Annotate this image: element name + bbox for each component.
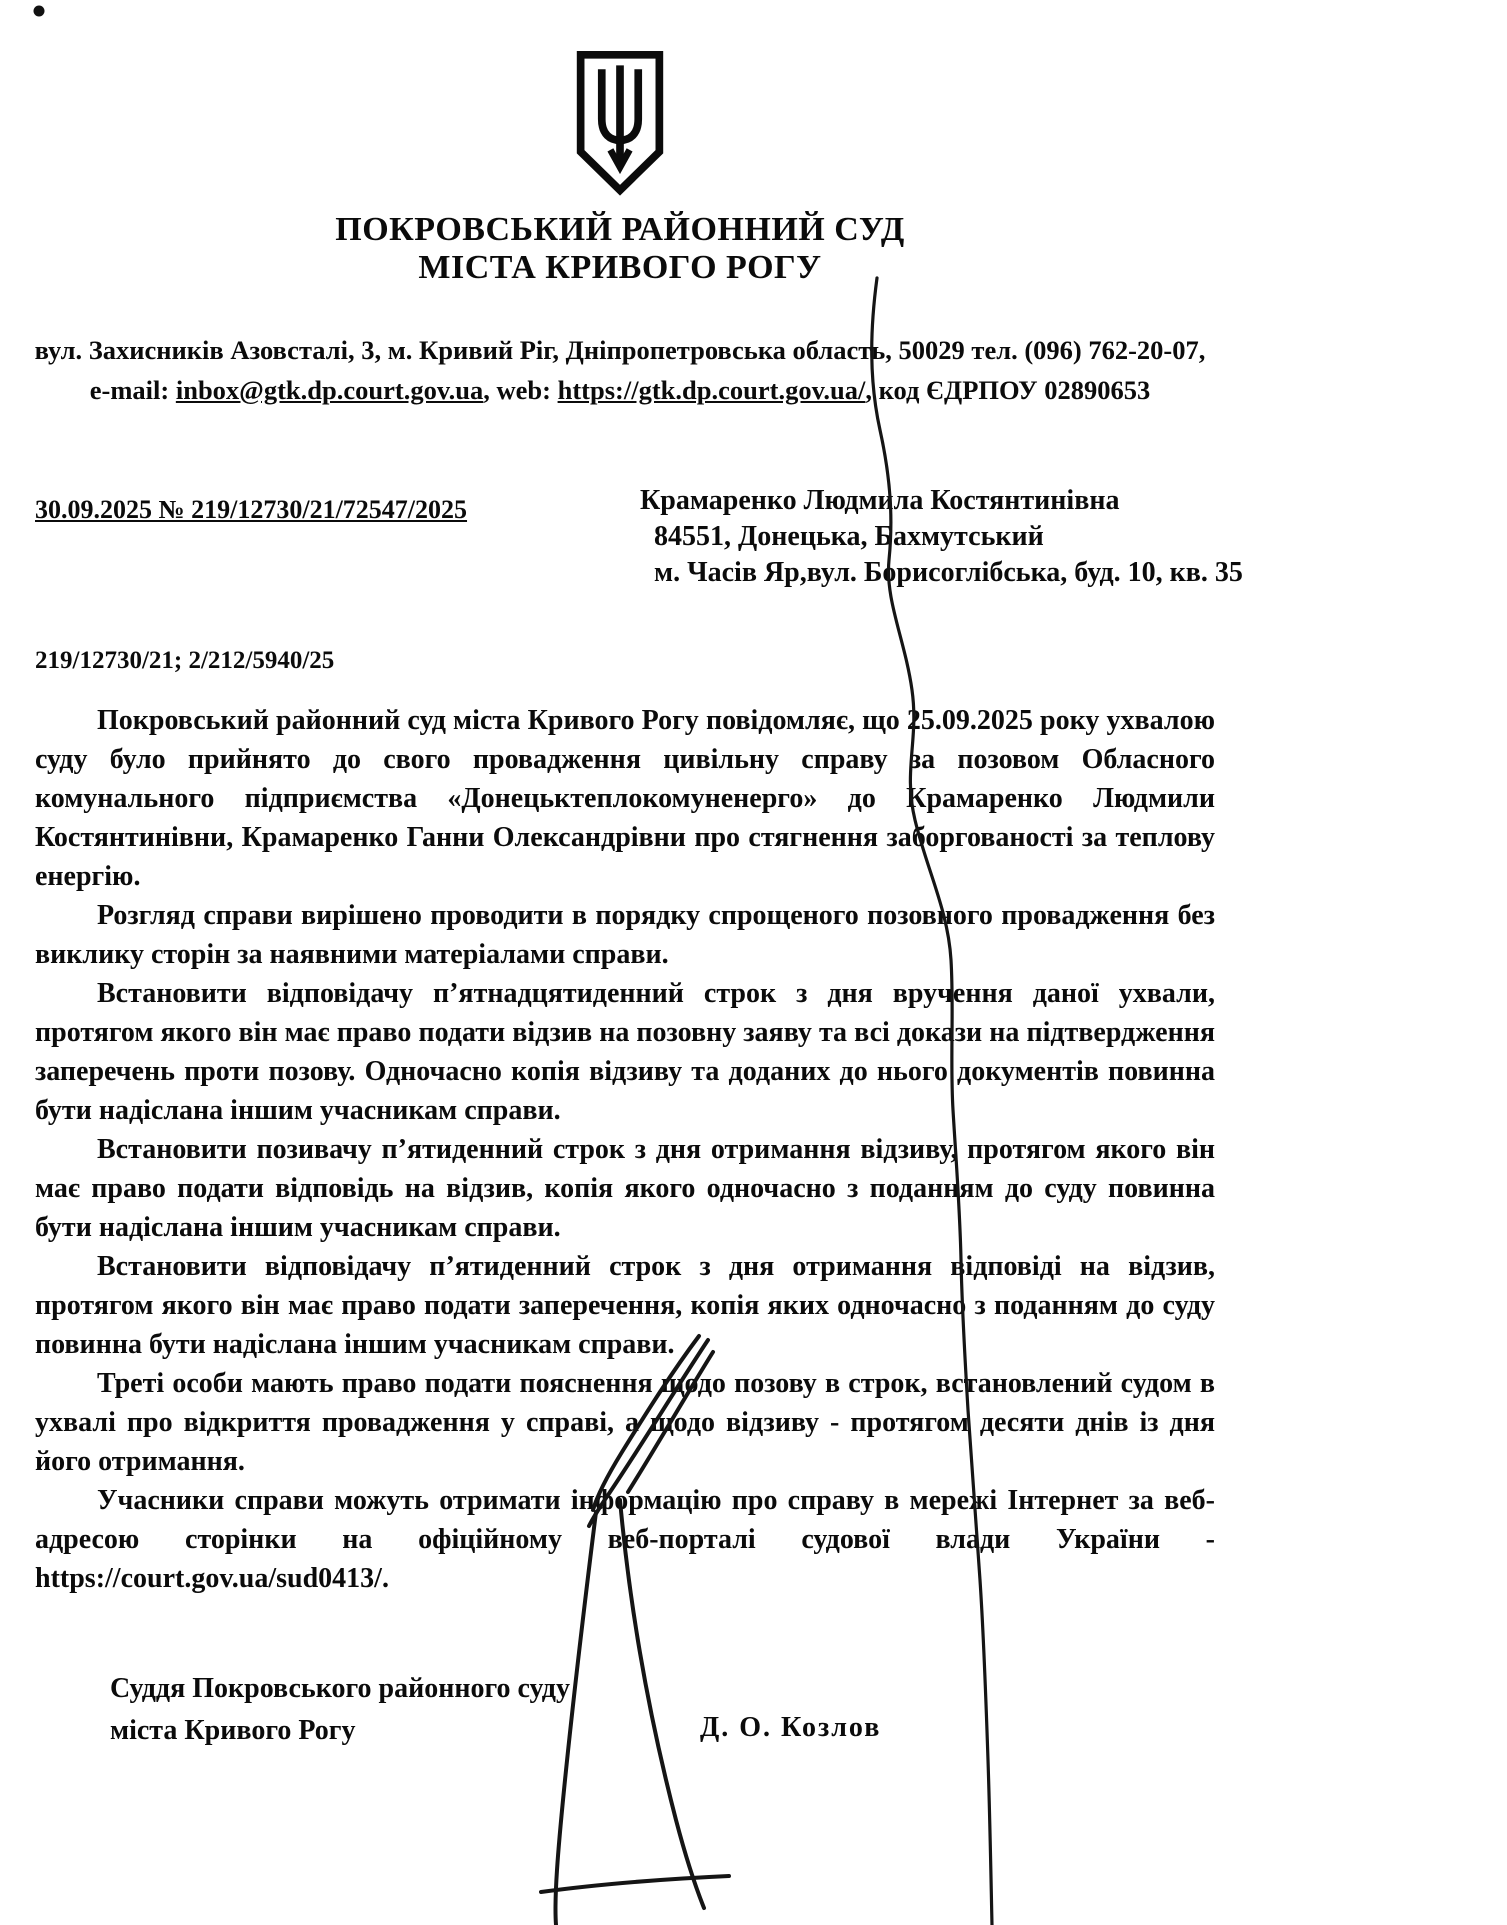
email-label: e-mail: [89,374,176,405]
court-address-line: вул. Захисників Азовсталі, 3, м. Кривий Ріг, Дніпропетровська область, 50029 тел. (096) 762-20-07, [34,335,1206,366]
judge-title-line1: Суддя Покровського районного суду [110,1672,570,1704]
ukraine-trident-emblem [572,50,668,196]
signature-block [0,1668,1507,1788]
paragraph-defendant-15-days: Встановити відповідачу п’ятнадцятиденний строк з дня вручення даної ухвали, протягом якого він має право подати відзив на позовну заяву та всі докази на підтвердження заперечень проти позову. Одночасно копія відзиву та доданих до нього документів повинна бути надіслана іншим учасникам справи. [35,977,1215,1126]
paragraph-notification: Покровський районний суд міста Кривого Рогу повідомляє, що 25.09.2025 року ухвалою суду було прийнято до свого провадження цивільну справу за позовом Обласного комунального підприємства «Донецьктеплокомуненерго» до Крамаренко Людмили Костянтинівни, Крамаренко Ганни Олександрівни про стягнення заборгованості за теплову енергію. [35,704,1215,892]
recipient-address-block [640,483,1243,592]
paragraph-plaintiff-5-days: Встановити позивачу п’ятиденний строк з дня отримання відзиву, протягом якого він має право подати відповідь на відзив, копія якого одночасно з поданням до суду повинна бути надіслана іншим учасникам справи. [35,1133,1215,1243]
recipient-name: Крамаренко Людмила Костянтинівна [640,484,1120,516]
court-name-line1: ПОКРОВСЬКИЙ РАЙОННИЙ СУД [335,211,905,248]
case-numbers: 219/12730/21; 2/212/5940/25 [35,646,335,674]
letter-body [35,701,1215,1598]
web-link: https://gtk.dp.court.gov.ua/ [557,374,866,405]
court-name [0,211,1240,287]
judge-name: Д. О. Козлов [700,1711,882,1743]
court-contact-block [0,331,1240,411]
court-contact-line [0,371,1240,411]
web-label: , web: [483,374,558,405]
email-link: inbox@gtk.dp.court.gov.ua [175,374,484,405]
outgoing-date-number: 30.09.2025 № 219/12730/21/72547/2025 [35,494,468,524]
letterhead [0,0,1240,411]
paragraph-web-portal-info: Учасники справи можуть отримати інформацію про справу в мережі Інтернет за веб-адресою сторінки на офіційному веб-порталі судової влади України - https://court.gov.ua/sud0413/. [35,1484,1215,1594]
paragraph-defendant-5-days: Встановити відповідачу п’ятиденний строк з дня отримання відповіді на відзив, протягом якого він має право подати заперечення, копія яких одночасно з поданням до суду повинна бути надіслана іншим учасникам справи. [35,1250,1215,1360]
court-name-line2: МІСТА КРИВОГО РОГУ [418,249,822,287]
paragraph-third-parties: Треті особи мають право подати пояснення щодо позову в строк, встановлений судом в ухвалі про відкриття провадження у справі, а щодо відзиву - протягом десяти днів із дня його отримання. [35,1367,1215,1477]
paragraph-simplified-proceedings: Розгляд справи вирішено проводити в порядку спрощеного позовного провадження без виклику сторін за наявними матеріалами справи. [35,899,1215,970]
edrpou-code: , код ЄДРПОУ 02890653 [865,374,1151,405]
recipient-postal-region: 84551, Донецька, Бахмутський [654,521,1044,553]
meta-row [0,483,1507,635]
judge-title-line2: міста Кривого Рогу [110,1714,356,1746]
recipient-street-address: м. Часів Яр,вул. Борисоглібська, буд. 10, кв. 35 [654,557,1243,589]
